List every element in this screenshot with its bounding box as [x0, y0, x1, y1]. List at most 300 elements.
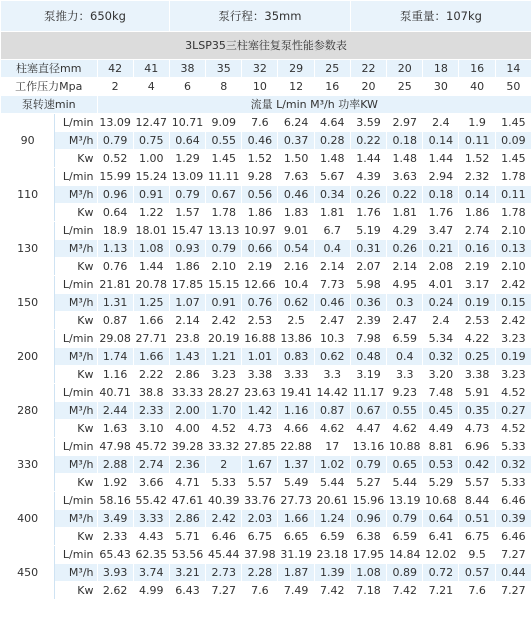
- value-cell: 17.95: [350, 546, 386, 564]
- value-cell: 2.07: [350, 258, 386, 276]
- unit-cell: M³/h: [55, 564, 97, 582]
- value-cell: 2.10: [206, 258, 242, 276]
- value-cell: 1.01: [242, 348, 278, 366]
- value-cell: 0.34: [314, 186, 350, 204]
- value-cell: 2.42: [495, 312, 531, 330]
- value-cell: 1.00: [133, 150, 169, 168]
- diameter-cell: 18: [423, 60, 459, 78]
- value-cell: 4.47: [350, 420, 386, 438]
- value-cell: 0.46: [314, 294, 350, 312]
- value-cell: 1.44: [133, 258, 169, 276]
- value-cell: 0.18: [423, 186, 459, 204]
- pressure-cell: 25: [387, 78, 423, 96]
- unit-cell: Kw: [55, 582, 97, 600]
- pressure-cell: 8: [206, 78, 242, 96]
- diameter-cell: 16: [459, 60, 495, 78]
- table-row: [1, 150, 532, 168]
- table-row: [1, 402, 532, 420]
- value-cell: 2.4: [423, 114, 459, 132]
- value-cell: 2.00: [169, 402, 205, 420]
- diameter-cell: 35: [206, 60, 242, 78]
- unit-cell: M³/h: [55, 294, 97, 312]
- value-cell: 6.43: [169, 582, 205, 600]
- value-cell: 0.13: [495, 240, 531, 258]
- table-row: [1, 186, 532, 204]
- unit-cell: L/min: [55, 438, 97, 456]
- value-cell: 2.44: [97, 402, 133, 420]
- value-cell: 23.8: [169, 330, 205, 348]
- value-cell: 3.59: [350, 114, 386, 132]
- value-cell: 28.27: [206, 384, 242, 402]
- value-cell: 1.86: [169, 258, 205, 276]
- value-cell: 5.33: [495, 438, 531, 456]
- value-cell: 1.45: [495, 114, 531, 132]
- value-cell: 1.43: [169, 348, 205, 366]
- value-cell: 0.87: [97, 312, 133, 330]
- speed-cell: 90: [1, 114, 55, 168]
- value-cell: 0.3: [387, 294, 423, 312]
- pressure-cell: 40: [459, 78, 495, 96]
- value-cell: 0.54: [278, 240, 314, 258]
- value-cell: 1.78: [495, 204, 531, 222]
- speed-cell: 400: [1, 492, 55, 546]
- speed-cell: 110: [1, 168, 55, 222]
- table-row: [1, 366, 532, 384]
- value-cell: 15.47: [169, 222, 205, 240]
- value-cell: 6.59: [387, 528, 423, 546]
- table-title: 3LSP35三柱塞往复泵性能参数表: [1, 32, 532, 60]
- value-cell: 0.62: [314, 348, 350, 366]
- value-cell: 2.73: [206, 564, 242, 582]
- value-cell: 31.19: [278, 546, 314, 564]
- value-cell: 7.63: [278, 168, 314, 186]
- value-cell: 15.15: [206, 276, 242, 294]
- value-cell: 40.71: [97, 384, 133, 402]
- value-cell: 0.25: [459, 348, 495, 366]
- value-cell: 0.32: [423, 348, 459, 366]
- value-cell: 1.25: [133, 294, 169, 312]
- value-cell: 27.73: [278, 492, 314, 510]
- speed-cell: 150: [1, 276, 55, 330]
- value-cell: 1.44: [423, 150, 459, 168]
- value-cell: 5.57: [459, 474, 495, 492]
- value-cell: 5.98: [350, 276, 386, 294]
- value-cell: 33.33: [169, 384, 205, 402]
- value-cell: 0.18: [387, 132, 423, 150]
- unit-cell: M³/h: [55, 402, 97, 420]
- value-cell: 5.34: [423, 330, 459, 348]
- value-cell: 3.47: [423, 222, 459, 240]
- value-cell: 0.42: [459, 456, 495, 474]
- table-row: [1, 294, 532, 312]
- value-cell: 11.11: [206, 168, 242, 186]
- value-cell: 11.17: [350, 384, 386, 402]
- value-cell: 13.13: [206, 222, 242, 240]
- value-cell: 0.48: [350, 348, 386, 366]
- value-cell: 0.87: [314, 402, 350, 420]
- unit-cell: Kw: [55, 258, 97, 276]
- value-cell: 2.4: [423, 312, 459, 330]
- value-cell: 2.74: [459, 222, 495, 240]
- diameter-cell: 38: [169, 60, 205, 78]
- value-cell: 1.67: [242, 456, 278, 474]
- value-cell: 4.52: [495, 384, 531, 402]
- value-cell: 2.42: [206, 312, 242, 330]
- value-cell: 2.94: [423, 168, 459, 186]
- value-cell: 5.29: [423, 474, 459, 492]
- value-cell: 27.71: [133, 330, 169, 348]
- value-cell: 23.63: [242, 384, 278, 402]
- value-cell: 1.70: [206, 402, 242, 420]
- value-cell: 3.17: [459, 276, 495, 294]
- value-cell: 10.3: [314, 330, 350, 348]
- value-cell: 7.27: [206, 582, 242, 600]
- value-cell: 22.88: [278, 438, 314, 456]
- value-cell: 1.76: [350, 204, 386, 222]
- value-cell: 10.71: [169, 114, 205, 132]
- pressure-cell: 12: [278, 78, 314, 96]
- value-cell: 7.21: [423, 582, 459, 600]
- value-cell: 0.96: [97, 186, 133, 204]
- value-cell: 0.76: [242, 294, 278, 312]
- value-cell: 9.5: [459, 546, 495, 564]
- value-cell: 5.71: [169, 528, 205, 546]
- value-cell: 4.01: [423, 276, 459, 294]
- value-cell: 29.08: [97, 330, 133, 348]
- value-cell: 1.13: [97, 240, 133, 258]
- value-cell: 0.26: [387, 240, 423, 258]
- value-cell: 2.10: [495, 222, 531, 240]
- value-cell: 1.39: [314, 564, 350, 582]
- value-cell: 9.01: [278, 222, 314, 240]
- speed-cell: 130: [1, 222, 55, 276]
- diameter-row: [1, 60, 532, 78]
- value-cell: 1.50: [278, 150, 314, 168]
- value-cell: 5.44: [314, 474, 350, 492]
- table-row: [1, 330, 532, 348]
- pressure-cell: 2: [97, 78, 133, 96]
- value-cell: 15.96: [350, 492, 386, 510]
- table-row: [1, 546, 532, 564]
- table-row: [1, 456, 532, 474]
- value-cell: 1.63: [97, 420, 133, 438]
- value-cell: 13.86: [278, 330, 314, 348]
- value-cell: 3.33: [278, 366, 314, 384]
- table-row: [1, 384, 532, 402]
- value-cell: 4.95: [387, 276, 423, 294]
- pressure-cell: 20: [350, 78, 386, 96]
- value-cell: 0.11: [459, 132, 495, 150]
- value-cell: 0.91: [206, 294, 242, 312]
- value-cell: 2.03: [242, 510, 278, 528]
- speed-label: 泵转速min: [1, 96, 98, 114]
- diameter-cell: 41: [133, 60, 169, 78]
- value-cell: 7.6: [459, 582, 495, 600]
- value-cell: 38.8: [133, 384, 169, 402]
- value-cell: 0.52: [97, 150, 133, 168]
- value-cell: 0.65: [387, 456, 423, 474]
- value-cell: 33.76: [242, 492, 278, 510]
- value-cell: 7.18: [350, 582, 386, 600]
- value-cell: 1.9: [459, 114, 495, 132]
- value-cell: 0.62: [278, 294, 314, 312]
- value-cell: 3.20: [423, 366, 459, 384]
- value-cell: 10.4: [278, 276, 314, 294]
- unit-cell: L/min: [55, 384, 97, 402]
- value-cell: 0.37: [278, 132, 314, 150]
- value-cell: 2.97: [387, 114, 423, 132]
- value-cell: 0.09: [495, 132, 531, 150]
- value-cell: 2.47: [314, 312, 350, 330]
- value-cell: 13.09: [169, 168, 205, 186]
- value-cell: 5.57: [242, 474, 278, 492]
- value-cell: 0.64: [169, 132, 205, 150]
- title-row: [1, 32, 532, 60]
- table-row: [1, 474, 532, 492]
- value-cell: 2.53: [242, 312, 278, 330]
- value-cell: 0.53: [423, 456, 459, 474]
- table-row: [1, 528, 532, 546]
- value-cell: 0.28: [314, 132, 350, 150]
- value-cell: 53.56: [169, 546, 205, 564]
- value-cell: 1.83: [278, 204, 314, 222]
- unit-cell: L/min: [55, 276, 97, 294]
- value-cell: 0.11: [495, 186, 531, 204]
- table-row: [1, 114, 532, 132]
- unit-cell: M³/h: [55, 348, 97, 366]
- value-cell: 39.28: [169, 438, 205, 456]
- value-cell: 1.21: [206, 348, 242, 366]
- value-cell: 1.76: [423, 204, 459, 222]
- value-cell: 6.75: [459, 528, 495, 546]
- value-cell: 0.64: [423, 510, 459, 528]
- value-cell: 1.22: [133, 204, 169, 222]
- value-cell: 0.44: [495, 564, 531, 582]
- value-cell: 0.79: [97, 132, 133, 150]
- value-cell: 5.33: [495, 474, 531, 492]
- value-cell: 0.79: [387, 510, 423, 528]
- value-cell: 4.52: [206, 420, 242, 438]
- table-row: [1, 258, 532, 276]
- value-cell: 1.57: [169, 204, 205, 222]
- value-cell: 0.39: [495, 510, 531, 528]
- value-cell: 3.66: [133, 474, 169, 492]
- value-cell: 1.02: [314, 456, 350, 474]
- value-cell: 0.4: [387, 348, 423, 366]
- value-cell: 2.53: [459, 312, 495, 330]
- value-cell: 18.9: [97, 222, 133, 240]
- unit-cell: Kw: [55, 312, 97, 330]
- unit-cell: L/min: [55, 168, 97, 186]
- value-cell: 0.46: [278, 186, 314, 204]
- value-cell: 4.99: [133, 582, 169, 600]
- value-cell: 0.51: [459, 510, 495, 528]
- pressure-cell: 16: [314, 78, 350, 96]
- value-cell: 2.74: [133, 456, 169, 474]
- value-cell: 12.02: [423, 546, 459, 564]
- value-cell: 13.16: [350, 438, 386, 456]
- speed-cell: 200: [1, 330, 55, 384]
- value-cell: 17.85: [169, 276, 205, 294]
- value-cell: 7.73: [314, 276, 350, 294]
- value-cell: 18.01: [133, 222, 169, 240]
- table-row: [1, 492, 532, 510]
- value-cell: 47.61: [169, 492, 205, 510]
- unit-cell: Kw: [55, 474, 97, 492]
- value-cell: 12.47: [133, 114, 169, 132]
- value-cell: 45.44: [206, 546, 242, 564]
- pressure-label: 工作压力Mpa: [1, 78, 98, 96]
- value-cell: 5.91: [459, 384, 495, 402]
- value-cell: 2.5: [278, 312, 314, 330]
- value-cell: 7.6: [242, 582, 278, 600]
- unit-cell: M³/h: [55, 132, 97, 150]
- table-row: [1, 510, 532, 528]
- pressure-cell: 50: [495, 78, 531, 96]
- value-cell: 58.16: [97, 492, 133, 510]
- table-row: [1, 276, 532, 294]
- value-cell: 27.85: [242, 438, 278, 456]
- table-row: [1, 312, 532, 330]
- value-cell: 0.14: [459, 186, 495, 204]
- value-cell: 0.19: [495, 348, 531, 366]
- value-cell: 0.93: [169, 240, 205, 258]
- flow-power-label: 流量 L/min M³/h 功率KW: [97, 96, 532, 114]
- value-cell: 0.22: [350, 132, 386, 150]
- speed-cell: 330: [1, 438, 55, 492]
- value-cell: 0.79: [169, 186, 205, 204]
- value-cell: 0.27: [495, 402, 531, 420]
- table-row: [1, 420, 532, 438]
- value-cell: 6.96: [459, 438, 495, 456]
- value-cell: 7.27: [495, 582, 531, 600]
- value-cell: 0.96: [350, 510, 386, 528]
- value-cell: 0.4: [314, 240, 350, 258]
- value-cell: 4.71: [169, 474, 205, 492]
- value-cell: 14.84: [387, 546, 423, 564]
- value-cell: 0.36: [350, 294, 386, 312]
- header-row: [1, 1, 532, 32]
- value-cell: 6.75: [242, 528, 278, 546]
- value-cell: 2.14: [169, 312, 205, 330]
- value-cell: 10.88: [387, 438, 423, 456]
- pressure-cell: 4: [133, 78, 169, 96]
- value-cell: 0.35: [459, 402, 495, 420]
- value-cell: 1.08: [350, 564, 386, 582]
- value-cell: 1.42: [242, 402, 278, 420]
- value-cell: 4.29: [387, 222, 423, 240]
- value-cell: 4.62: [387, 420, 423, 438]
- value-cell: 6.59: [387, 330, 423, 348]
- unit-cell: L/min: [55, 222, 97, 240]
- value-cell: 4.73: [459, 420, 495, 438]
- value-cell: 4.49: [423, 420, 459, 438]
- value-cell: 2.62: [97, 582, 133, 600]
- value-cell: 1.81: [314, 204, 350, 222]
- value-cell: 62.35: [133, 546, 169, 564]
- value-cell: 1.45: [206, 150, 242, 168]
- value-cell: 1.29: [169, 150, 205, 168]
- value-cell: 3.3: [314, 366, 350, 384]
- value-cell: 2: [206, 456, 242, 474]
- value-cell: 13.19: [387, 492, 423, 510]
- value-cell: 15.24: [133, 168, 169, 186]
- value-cell: 0.22: [387, 186, 423, 204]
- value-cell: 1.78: [495, 168, 531, 186]
- value-cell: 2.08: [423, 258, 459, 276]
- value-cell: 0.46: [242, 132, 278, 150]
- table-row: [1, 240, 532, 258]
- value-cell: 7.6: [242, 114, 278, 132]
- unit-cell: Kw: [55, 204, 97, 222]
- speed-flow-header-row: [1, 96, 532, 114]
- value-cell: 2.22: [133, 366, 169, 384]
- unit-cell: L/min: [55, 492, 97, 510]
- unit-cell: L/min: [55, 546, 97, 564]
- value-cell: 3.23: [206, 366, 242, 384]
- diameter-cell: 14: [495, 60, 531, 78]
- value-cell: 1.52: [242, 150, 278, 168]
- value-cell: 6.46: [495, 492, 531, 510]
- value-cell: 0.21: [423, 240, 459, 258]
- value-cell: 1.74: [97, 348, 133, 366]
- value-cell: 0.55: [206, 132, 242, 150]
- value-cell: 3.38: [242, 366, 278, 384]
- value-cell: 2.10: [495, 258, 531, 276]
- value-cell: 1.48: [387, 150, 423, 168]
- value-cell: 37.98: [242, 546, 278, 564]
- value-cell: 0.64: [97, 204, 133, 222]
- value-cell: 2.88: [97, 456, 133, 474]
- value-cell: 3.33: [133, 510, 169, 528]
- value-cell: 3.3: [387, 366, 423, 384]
- value-cell: 1.52: [459, 150, 495, 168]
- value-cell: 5.44: [387, 474, 423, 492]
- value-cell: 9.23: [387, 384, 423, 402]
- value-cell: 1.78: [206, 204, 242, 222]
- value-cell: 3.38: [459, 366, 495, 384]
- value-cell: 2.33: [133, 402, 169, 420]
- value-cell: 65.43: [97, 546, 133, 564]
- value-cell: 6.46: [495, 528, 531, 546]
- value-cell: 6.46: [206, 528, 242, 546]
- value-cell: 4.52: [495, 420, 531, 438]
- value-cell: 4.39: [350, 168, 386, 186]
- value-cell: 5.67: [314, 168, 350, 186]
- value-cell: 1.81: [387, 204, 423, 222]
- value-cell: 2.28: [242, 564, 278, 582]
- table-row: [1, 348, 532, 366]
- value-cell: 3.10: [133, 420, 169, 438]
- value-cell: 1.16: [278, 402, 314, 420]
- value-cell: 6.59: [314, 528, 350, 546]
- unit-cell: M³/h: [55, 186, 97, 204]
- value-cell: 10.68: [423, 492, 459, 510]
- value-cell: 16.88: [242, 330, 278, 348]
- value-cell: 5.19: [350, 222, 386, 240]
- thrust-cell: 泵推力：650kg: [1, 1, 170, 32]
- value-cell: 9.28: [242, 168, 278, 186]
- value-cell: 47.98: [97, 438, 133, 456]
- value-cell: 3.21: [169, 564, 205, 582]
- value-cell: 45.72: [133, 438, 169, 456]
- value-cell: 0.26: [350, 186, 386, 204]
- table-row: [1, 132, 532, 150]
- value-cell: 23.18: [314, 546, 350, 564]
- diameter-label: 柱塞直径mm: [1, 60, 98, 78]
- value-cell: 2.16: [278, 258, 314, 276]
- value-cell: 6.38: [350, 528, 386, 546]
